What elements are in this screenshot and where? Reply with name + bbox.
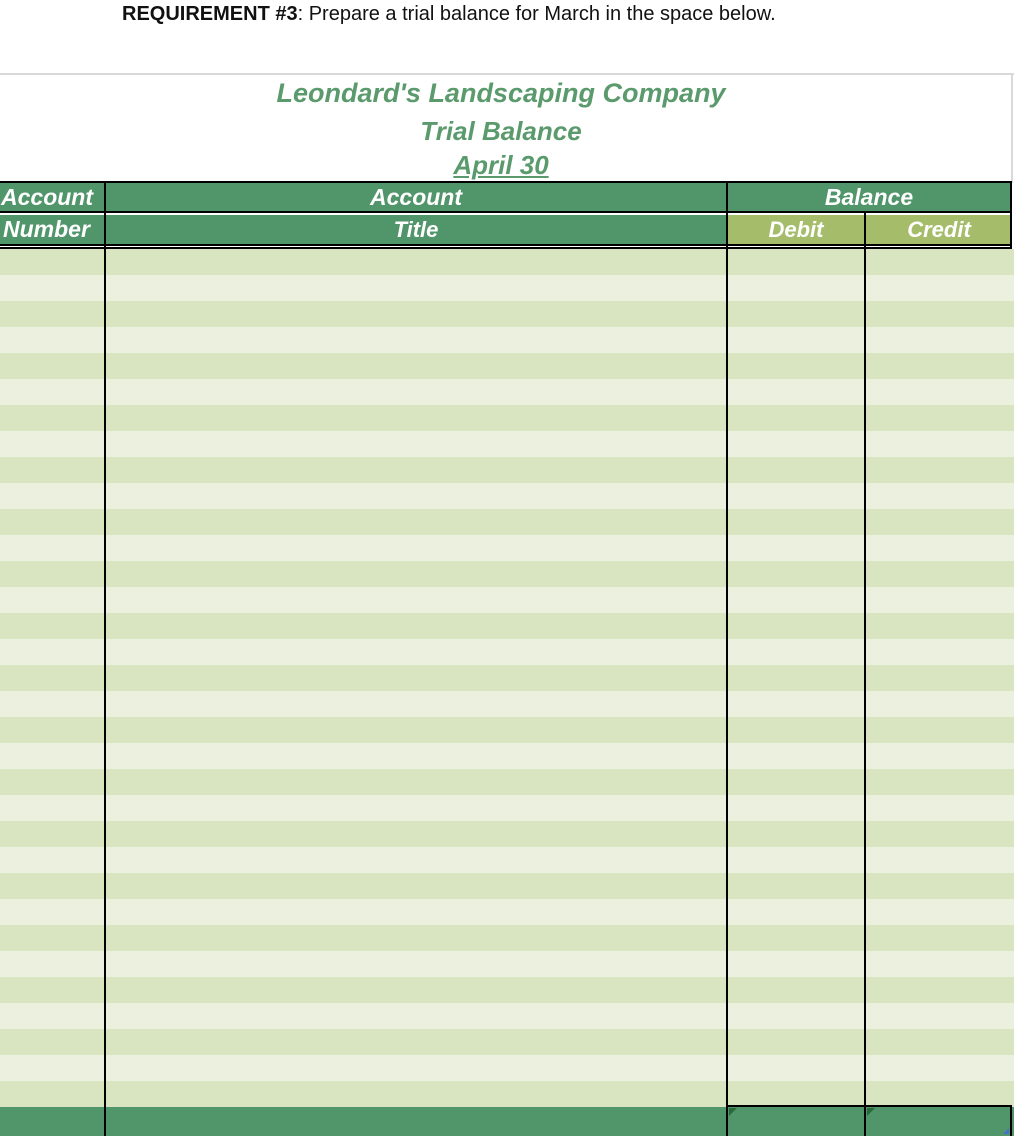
cell-title[interactable] (106, 561, 726, 587)
cell-credit[interactable] (866, 301, 1012, 327)
cell-number[interactable] (0, 665, 104, 691)
column-border-title (726, 181, 728, 1136)
report-title: Trial Balance (420, 116, 582, 146)
cell-debit[interactable] (728, 353, 864, 379)
header-balance: Balance (728, 183, 1010, 211)
cell-credit[interactable] (866, 353, 1012, 379)
cell-number[interactable] (0, 587, 104, 613)
credit-total-cell-indicator-icon (867, 1108, 875, 1116)
cell-number[interactable] (0, 847, 104, 873)
cell-credit[interactable] (866, 405, 1012, 431)
cell-title[interactable] (106, 873, 726, 899)
cell-title[interactable] (106, 951, 726, 977)
table-row (0, 249, 1014, 275)
table-row (0, 795, 1014, 821)
cell-debit[interactable] (728, 951, 864, 977)
cell-number[interactable] (0, 249, 104, 275)
cell-credit[interactable] (866, 275, 1012, 301)
cell-number[interactable] (0, 977, 104, 1003)
cell-title[interactable] (106, 899, 726, 925)
cell-debit[interactable] (728, 249, 864, 275)
cell-debit[interactable] (728, 899, 864, 925)
cell-debit[interactable] (728, 587, 864, 613)
cell-title[interactable] (106, 457, 726, 483)
cell-title[interactable] (106, 691, 726, 717)
cell-number[interactable] (0, 457, 104, 483)
cell-title[interactable] (106, 327, 726, 353)
cell-number[interactable] (0, 873, 104, 899)
header-account-number-line1: Account (0, 183, 104, 211)
table-row (0, 275, 1014, 301)
cell-debit[interactable] (728, 821, 864, 847)
cell-number[interactable] (0, 613, 104, 639)
table-row (0, 743, 1014, 769)
cell-debit[interactable] (728, 483, 864, 509)
table-row (0, 535, 1014, 561)
table-row (0, 379, 1014, 405)
header-bottom-border (0, 244, 1012, 246)
company-name: Leondard's Landscaping Company (276, 78, 726, 108)
requirement-text: : Prepare a trial balance for March in the space below. (297, 3, 776, 25)
table-row (0, 587, 1014, 613)
cell-title[interactable] (106, 379, 726, 405)
table-row (0, 509, 1014, 535)
cell-debit[interactable] (728, 509, 864, 535)
cell-debit[interactable] (728, 743, 864, 769)
cell-title[interactable] (106, 821, 726, 847)
cell-number[interactable] (0, 743, 104, 769)
header-divider (0, 211, 1012, 213)
cell-credit[interactable] (866, 431, 1012, 457)
table-row (0, 405, 1014, 431)
table-row (0, 431, 1014, 457)
cell-number[interactable] (0, 925, 104, 951)
table-row (0, 951, 1014, 977)
cell-title[interactable] (106, 847, 726, 873)
cell-number[interactable] (0, 483, 104, 509)
cell-debit[interactable] (728, 301, 864, 327)
table-row (0, 691, 1014, 717)
cell-credit[interactable] (866, 613, 1012, 639)
cell-title[interactable] (106, 1081, 726, 1107)
table-row (0, 1029, 1014, 1055)
cell-debit[interactable] (728, 431, 864, 457)
cell-number[interactable] (0, 1081, 104, 1107)
cell-debit[interactable] (728, 639, 864, 665)
requirement-label: REQUIREMENT #3 (122, 3, 298, 25)
table-row (0, 613, 1014, 639)
cell-credit[interactable] (866, 327, 1012, 353)
table-row (0, 457, 1014, 483)
table-row (0, 717, 1014, 743)
cell-title[interactable] (106, 587, 726, 613)
table-row (0, 847, 1014, 873)
cell-number[interactable] (0, 795, 104, 821)
cell-debit[interactable] (728, 1055, 864, 1081)
totals-row (0, 1107, 1014, 1136)
cell-title[interactable] (106, 613, 726, 639)
cell-debit[interactable] (728, 691, 864, 717)
cell-debit[interactable] (728, 847, 864, 873)
table-row (0, 301, 1014, 327)
cell-debit[interactable] (728, 275, 864, 301)
cell-debit[interactable] (728, 379, 864, 405)
table-row (0, 665, 1014, 691)
cell-number[interactable] (0, 275, 104, 301)
header-account-title-line1: Account (106, 183, 726, 211)
cell-debit[interactable] (728, 1003, 864, 1029)
cell-number[interactable] (0, 717, 104, 743)
cell-debit[interactable] (728, 457, 864, 483)
cell-number[interactable] (0, 769, 104, 795)
cell-credit[interactable] (866, 925, 1012, 951)
cell-title[interactable] (106, 1055, 726, 1081)
cell-title[interactable] (106, 1003, 726, 1029)
cell-number[interactable] (0, 951, 104, 977)
cell-debit[interactable] (728, 535, 864, 561)
cell-number[interactable] (0, 301, 104, 327)
cell-title[interactable] (106, 743, 726, 769)
table-row (0, 561, 1014, 587)
cell-title[interactable] (106, 483, 726, 509)
cell-number[interactable] (0, 899, 104, 925)
table-row (0, 1003, 1014, 1029)
cell-title[interactable] (106, 717, 726, 743)
cell-credit[interactable] (866, 821, 1012, 847)
cell-number[interactable] (0, 561, 104, 587)
cell-credit[interactable] (866, 1055, 1012, 1081)
resize-handle-icon[interactable] (1003, 1128, 1009, 1134)
cell-credit[interactable] (866, 379, 1012, 405)
table-row (0, 821, 1014, 847)
cell-number[interactable] (0, 1055, 104, 1081)
cell-debit[interactable] (728, 977, 864, 1003)
requirement-instruction (122, 3, 776, 26)
cell-debit[interactable] (728, 717, 864, 743)
header-account-title-line2: Title (106, 215, 726, 244)
cell-debit[interactable] (728, 873, 864, 899)
cell-debit[interactable] (728, 327, 864, 353)
cell-credit[interactable] (866, 587, 1012, 613)
cell-number[interactable] (0, 431, 104, 457)
cell-number[interactable] (0, 691, 104, 717)
cell-credit[interactable] (866, 873, 1012, 899)
cell-title[interactable] (106, 509, 726, 535)
cell-title[interactable] (106, 405, 726, 431)
cell-debit[interactable] (728, 1029, 864, 1055)
table-row (0, 353, 1014, 379)
cell-title[interactable] (106, 769, 726, 795)
sheet-divider (0, 73, 1014, 75)
cell-debit[interactable] (728, 769, 864, 795)
cell-title[interactable] (106, 639, 726, 665)
cell-title[interactable] (106, 535, 726, 561)
cell-title[interactable] (106, 275, 726, 301)
cell-number[interactable] (0, 405, 104, 431)
cell-credit[interactable] (866, 743, 1012, 769)
totals-top-border (726, 1105, 1012, 1107)
cell-credit[interactable] (866, 977, 1012, 1003)
table-row (0, 925, 1014, 951)
cell-number[interactable] (0, 509, 104, 535)
cell-number[interactable] (0, 379, 104, 405)
totals-right-border (1010, 1105, 1012, 1136)
cell-number[interactable] (0, 821, 104, 847)
cell-credit[interactable] (866, 847, 1012, 873)
cell-title[interactable] (106, 925, 726, 951)
table-row (0, 899, 1014, 925)
cell-number[interactable] (0, 639, 104, 665)
cell-number[interactable] (0, 1029, 104, 1055)
report-date: April 30 (453, 150, 549, 180)
cell-debit[interactable] (728, 1081, 864, 1107)
cell-credit[interactable] (866, 899, 1012, 925)
column-border-number (104, 181, 106, 1136)
table-row (0, 327, 1014, 353)
cell-title[interactable] (106, 795, 726, 821)
cell-credit[interactable] (866, 561, 1012, 587)
cell-credit[interactable] (866, 717, 1012, 743)
cell-title[interactable] (106, 665, 726, 691)
sheet-right-edge (1011, 73, 1013, 183)
table-row (0, 483, 1014, 509)
cell-debit[interactable] (728, 795, 864, 821)
table-row (0, 977, 1014, 1003)
cell-title[interactable] (106, 301, 726, 327)
cell-title[interactable] (106, 249, 726, 275)
cell-title[interactable] (106, 353, 726, 379)
cell-credit[interactable] (866, 951, 1012, 977)
cell-credit[interactable] (866, 691, 1012, 717)
table-row (0, 1081, 1014, 1107)
cell-credit[interactable] (866, 795, 1012, 821)
cell-credit[interactable] (866, 457, 1012, 483)
cell-number[interactable] (0, 327, 104, 353)
table-row (0, 769, 1014, 795)
cell-number[interactable] (0, 1003, 104, 1029)
column-border-debit (864, 213, 866, 1136)
column-border-right (1010, 181, 1012, 247)
cell-credit[interactable] (866, 769, 1012, 795)
table-body (0, 249, 1014, 1105)
cell-title[interactable] (106, 431, 726, 457)
header-account-number-line2: Number (0, 215, 104, 244)
cell-number[interactable] (0, 535, 104, 561)
cell-credit[interactable] (866, 1081, 1012, 1107)
table-row (0, 639, 1014, 665)
cell-credit[interactable] (866, 639, 1012, 665)
cell-credit[interactable] (866, 665, 1012, 691)
cell-debit[interactable] (728, 613, 864, 639)
header-credit: Credit (866, 215, 1012, 244)
cell-number[interactable] (0, 353, 104, 379)
cell-debit[interactable] (728, 561, 864, 587)
cell-debit[interactable] (728, 665, 864, 691)
cell-credit[interactable] (866, 509, 1012, 535)
cell-credit[interactable] (866, 1029, 1012, 1055)
cell-credit[interactable] (866, 1003, 1012, 1029)
cell-credit[interactable] (866, 535, 1012, 561)
cell-credit[interactable] (866, 483, 1012, 509)
table-row (0, 1055, 1014, 1081)
header-debit: Debit (728, 215, 864, 244)
table-row (0, 873, 1014, 899)
cell-title[interactable] (106, 1029, 726, 1055)
cell-credit[interactable] (866, 249, 1012, 275)
cell-debit[interactable] (728, 925, 864, 951)
debit-total-cell-indicator-icon (729, 1108, 737, 1116)
cell-debit[interactable] (728, 405, 864, 431)
cell-title[interactable] (106, 977, 726, 1003)
